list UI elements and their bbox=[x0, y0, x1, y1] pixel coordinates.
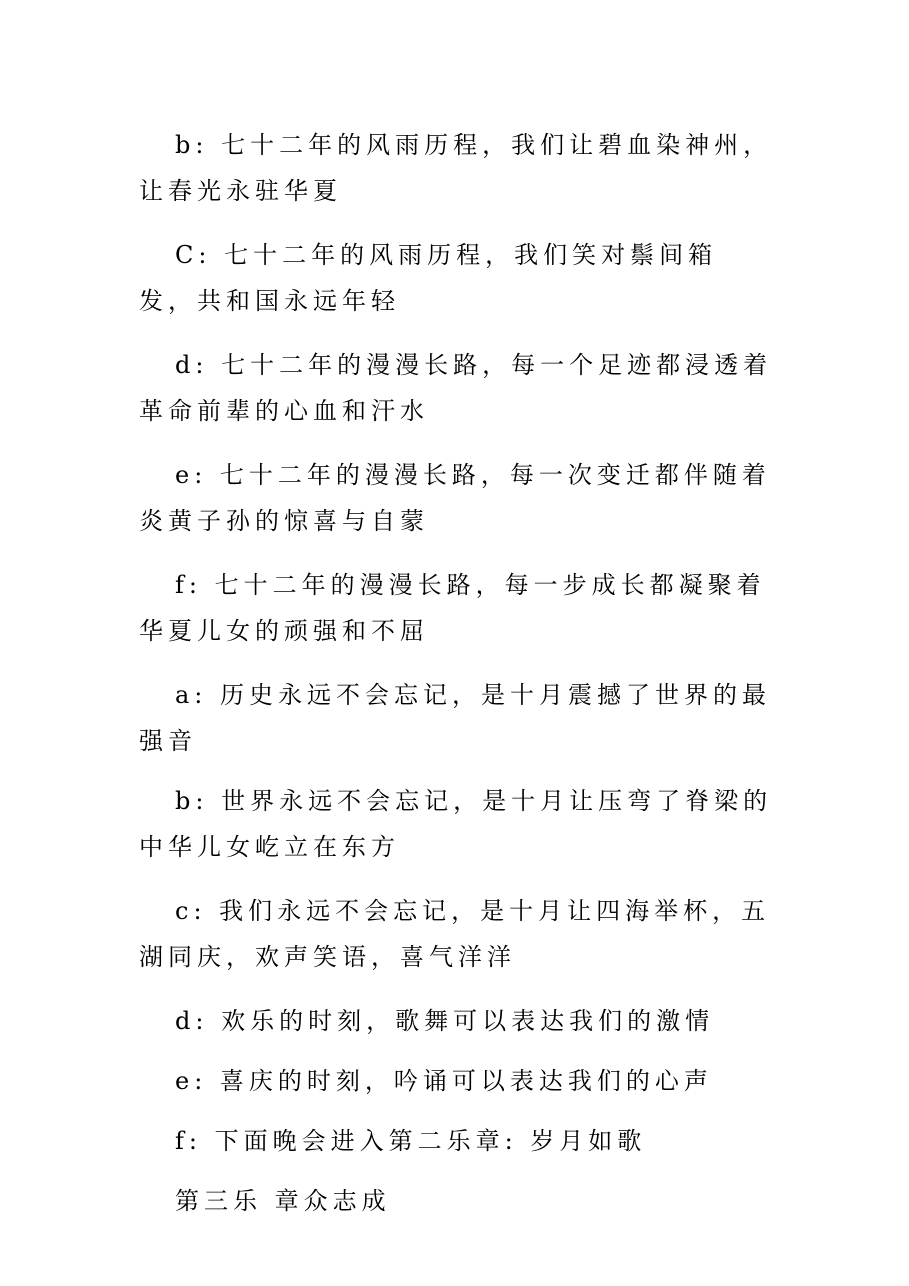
paragraph-a-2: a: 历史永远不会忘记，是十月震撼了世界的最强音 bbox=[139, 681, 772, 755]
paragraph-e-1: e: 七十二年的漫漫长路，每一次变迁都伴随着炎黄子孙的惊喜与自蒙 bbox=[139, 461, 771, 535]
paragraph-f-2: f: 下面晚会进入第二乐章: 岁月如歌 bbox=[175, 1127, 647, 1155]
paragraph-c-2: c: 我们永远不会忘记，是十月让四海举杯，五湖同庆，欢声笑语，喜气洋洋 bbox=[139, 897, 771, 971]
paragraph-f-1: f: 七十二年的漫漫长路，每一步成长都凝聚着华夏儿女的顽强和不屈 bbox=[139, 571, 766, 645]
paragraph-b-2: b: 世界永远不会忘记，是十月让压弯了脊梁的中华儿女屹立在东方 bbox=[139, 787, 773, 861]
paragraph-b-1: b: 七十二年的风雨历程，我们让碧血染神州，让春光永驻华夏 bbox=[139, 131, 773, 205]
paragraph-c-1: C: 七十二年的风雨历程，我们笑对鬃间箱发，共和国永远年轻 bbox=[139, 241, 718, 315]
paragraph-d-1: d: 七十二年的漫漫长路，每一个足迹都浸透着革命前辈的心血和汗水 bbox=[139, 351, 773, 425]
paragraph-e-2: e: 喜庆的时刻，吟诵可以表达我们的心声 bbox=[175, 1067, 713, 1095]
paragraph-d-2: d: 欢乐的时刻，歌舞可以表达我们的激情 bbox=[175, 1007, 715, 1035]
document-body bbox=[139, 122, 773, 1238]
section-heading-third-movement: 第三乐 章众志成 bbox=[175, 1187, 391, 1215]
